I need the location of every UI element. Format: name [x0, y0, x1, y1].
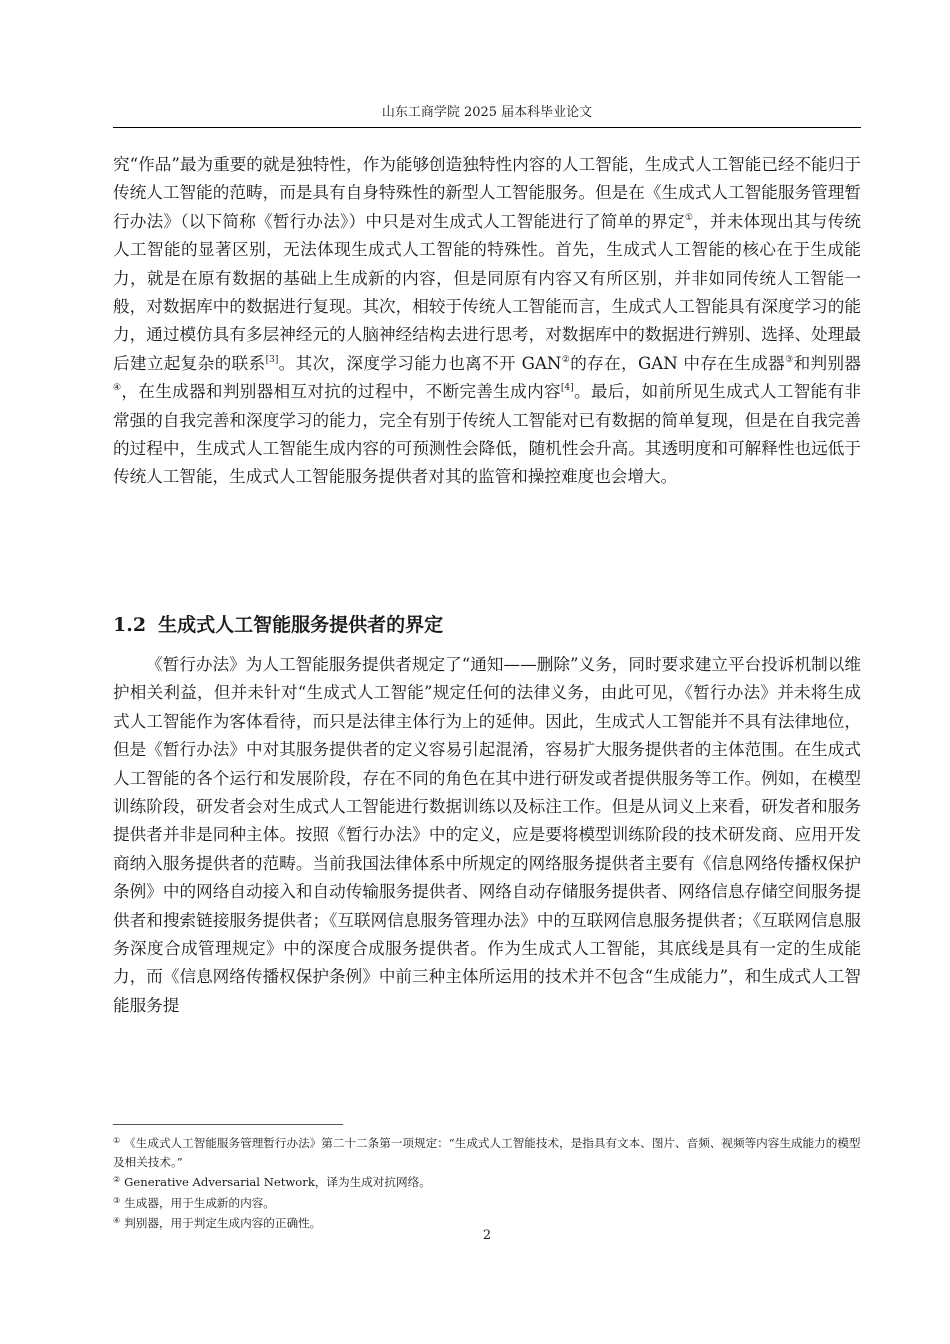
- running-header: 山东工商学院 2025 届本科毕业论文: [381, 105, 593, 120]
- footnote-separator: [113, 1124, 343, 1125]
- paragraph-text: 。其次，深度学习能力也离不开 GAN: [278, 353, 562, 373]
- footnote-mark: ④: [113, 1216, 121, 1226]
- footnotes: [113, 1132, 861, 1233]
- footnote-mark: ②: [113, 1175, 121, 1185]
- footnote-ref: ④: [113, 383, 122, 394]
- footnote-text: Generative Adversarial Network，译为生成对抗网络。: [124, 1175, 431, 1190]
- footnote-mark: ③: [113, 1195, 121, 1205]
- footnote-text: 判别器，用于判定生成内容的正确性。: [124, 1216, 322, 1231]
- footnote-text: 《生成式人工智能服务管理暂行办法》第二十二条第一项规定：“生成式人工智能技术，是指具有文本、图片、音频、视频等内容生成能力的模型及相关技术。”: [113, 1136, 861, 1169]
- citation-ref: [4]: [560, 383, 574, 394]
- footnote-ref: ②: [561, 354, 571, 365]
- paragraph-text: 究“作品”最为重要的就是独特性，作为能够创造独特性内容的人工智能，生成式人工智能已经不能归于传统人工智能的范畴，而是具有自身特殊性的新型人工智能服务。但是在《生成式人工智能服务管理暂行办法》（以下简称《暂行办法》）中只是对生成式人工智能进行了简单的界定: [113, 155, 861, 231]
- body-paragraph-2: 《暂行办法》为人工智能服务提供者规定了“通知——删除”义务，同时要求建立平台投诉机制以维护相关利益，但并未针对“生成式人工智能”规定任何的法律义务，由此可见，《暂行办法》并未将生成式人工智能作为客体看待，而只是法律主体行为上的延伸。因此，生成式人工智能并不具有法律地位，但是《暂行办法》中对其服务提供者的定义容易引起混淆，容易扩大服务提供者的主体范围。在生成式人工智能的各个运行和发展阶段，存在不同的角色在其中进行研发或者提供服务等工作。例如，在模型训练阶段，研发者会对生成式人工智能进行数据训练以及标注工作。但是从词义上来看，研发者和服务提供者并非是同种主体。按照《暂行办法》中的定义，应是要将模型训练阶段的技术研发商、应用开发商纳入服务提供者的范畴。当前我国法律体系中所规定的网络服务提供者主要有《信息网络传播权保护条例》中的网络自动接入和自动传输服务提供者、网络自动存储服务提供者、网络信息存储空间服务提供者和搜索链接服务提供者；《互联网信息服务管理办法》中的互联网信息服务提供者；《互联网信息服务深度合成管理规定》中的深度合成服务提供者。作为生成式人工智能，其底线是具有一定的生成能力，而《信息网络传播权保护条例》中前三种主体所运用的技术并不包含“生成能力”，和生成式人工智能服务提: [113, 655, 861, 1015]
- section-number: 1.2: [113, 614, 147, 636]
- footnote: [113, 1171, 861, 1192]
- footnote-text: 生成器，用于生成新的内容。: [124, 1195, 275, 1210]
- page-number: 2: [482, 1228, 492, 1243]
- section-title: 生成式人工智能服务提供者的界定: [158, 614, 444, 636]
- body-paragraph-1: [113, 151, 861, 492]
- paragraph-text: 的存在，GAN 中存在生成器: [570, 353, 786, 373]
- section-heading: [113, 610, 861, 640]
- paragraph-text: ，并未体现出其与传统人工智能的显著区别，无法体现生成式人工智能的特殊性。首先，生成式人工智能的核心在于生成能力，就是在原有数据的基础上生成新的内容，但是同原有内容又有所区别，并非如同传统人工智能一般，对数据库中的数据进行复现。其次，相较于传统人工智能而言，生成式人工智能具有深度学习的能力，通过模仿具有多层神经元的人脑神经结构去进行思考，对数据库中的数据进行辨别、选择、处理最后建立起复杂的联系: [113, 211, 862, 373]
- paragraph-text: 和判别器: [793, 353, 862, 373]
- footnote-ref: ③: [785, 354, 794, 365]
- paragraph-text: 。最后，如前所见生成式人工智能有非常强的自我完善和深度学习的能力，完全有别于传统人工智能对已有数据的简单复现，但是在自我完善的过程中，生成式人工智能生成内容的可预测性会降低，随机性会升高。其透明度和可解释性也远低于传统人工智能，生成式人工智能服务提供者对其的监管和操控难度也会增大。: [113, 382, 862, 487]
- footnote: [113, 1192, 861, 1213]
- footnote-ref: ①: [684, 212, 694, 223]
- footnote-mark: ①: [113, 1136, 121, 1145]
- citation-ref: [3]: [265, 354, 279, 365]
- footnote: [113, 1132, 861, 1171]
- header-rule: [113, 127, 861, 128]
- paragraph-text: ，在生成器和判别器相互对抗的过程中，不断完善生成内容: [121, 382, 561, 402]
